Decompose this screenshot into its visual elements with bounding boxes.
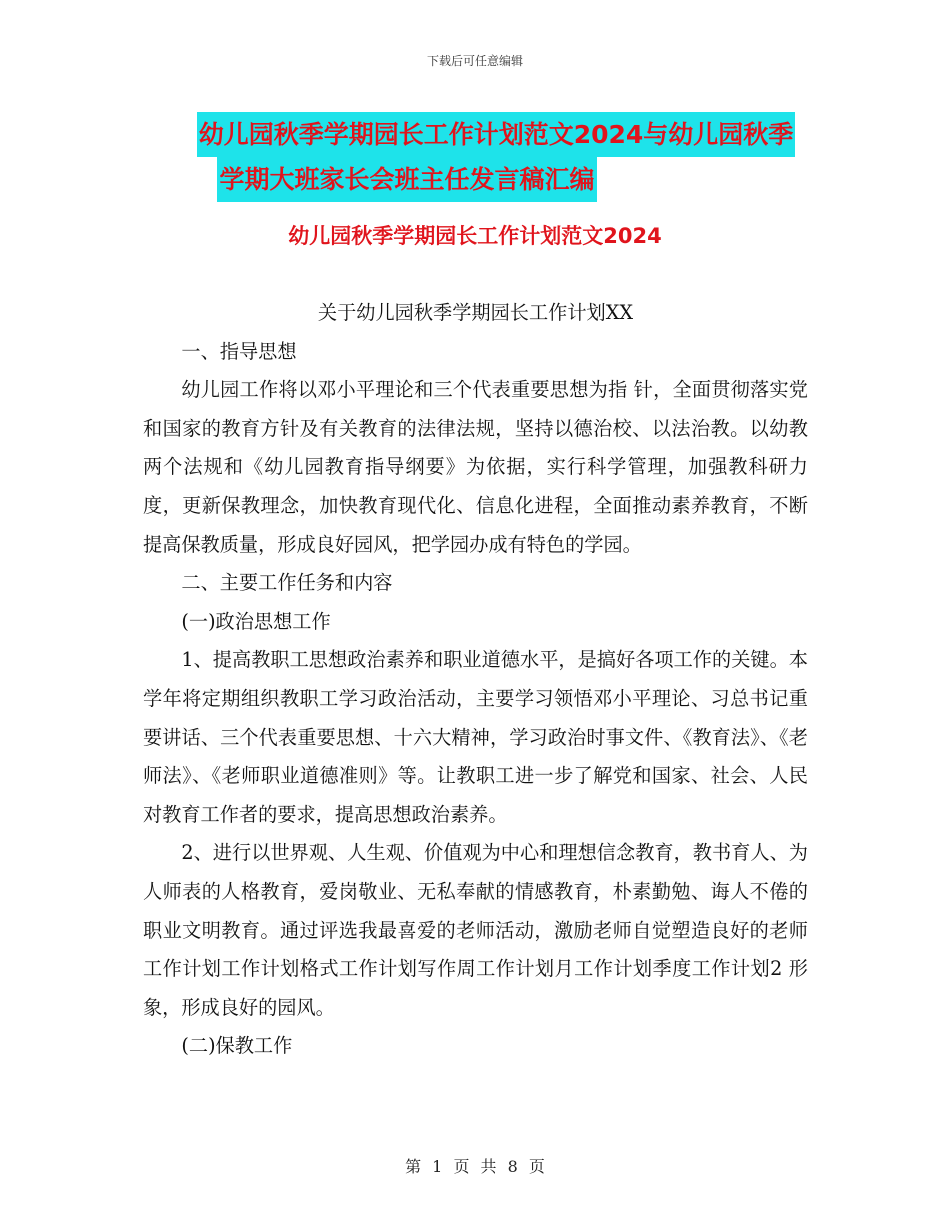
- main-title-line-1: 幼儿园秋季学期园长工作计划范文2024与幼儿园秋季: [197, 112, 796, 157]
- plan-subtitle: 关于幼儿园秋季学期园长工作计划XX: [317, 301, 634, 324]
- heading-care-education: (二)保教工作: [181, 1034, 293, 1058]
- header-note: 下载后可任意编辑: [426, 54, 523, 68]
- heading-guiding-ideology: 一、指导思想: [181, 339, 297, 363]
- section-title: 幼儿园秋季学期园长工作计划范文2024: [288, 224, 662, 248]
- paragraph-guiding-ideology: 幼儿园工作将以邓小平理论和三个代表重要思想为指 针，全面贯彻落实党和国家的教育方针及有关教育的法律法规，坚持以德治校、以法治教。以幼教两个法规和《幼儿园教育指导纲要》为依据，实行科学管理，加强教科研力度，更新保教理念，加快教育现代化、信息化进程，全面推动素养教育，不断提高保教质量，形成良好园风，把学园办成有特色的学园。: [143, 378, 808, 556]
- heading-main-tasks: 二、主要工作任务和内容: [181, 571, 393, 595]
- paragraph-item-1: 1、提高教职工思想政治素养和职业道德水平，是搞好各项工作的关键。本学年将定期组织教职工学习政治活动，主要学习领悟邓小平理论、习总书记重要讲话、三个代表重要思想、十六大精神，学习政治时事文件、《教育法》、《老师法》、《老师职业道德准则》等。让教职工进一步了解党和国家、社会、人民对教育工作者的要求，提高思想政治素养。: [143, 648, 808, 826]
- paragraph-item-2: 2、进行以世界观、人生观、价值观为中心和理想信念教育，教书育人、为人师表的人格教育，爱岗敬业、无私奉献的情感教育，朴素勤勉、诲人不倦的职业文明教育。通过评选我最喜爱的老师活动，激励老师自觉塑造良好的老师 工作计划工作计划格式工作计划写作周工作计划月工作计划季度工作计划2 形象，形成良好的园风。: [143, 841, 808, 1019]
- page-number: 第 1 页 共 8 页: [405, 1157, 545, 1176]
- main-title-line-2: 学期大班家长会班主任发言稿汇编: [217, 157, 596, 202]
- document-body: [143, 294, 808, 1066]
- heading-political-work: (一)政治思想工作: [181, 609, 331, 633]
- document-main-title: [0, 112, 950, 202]
